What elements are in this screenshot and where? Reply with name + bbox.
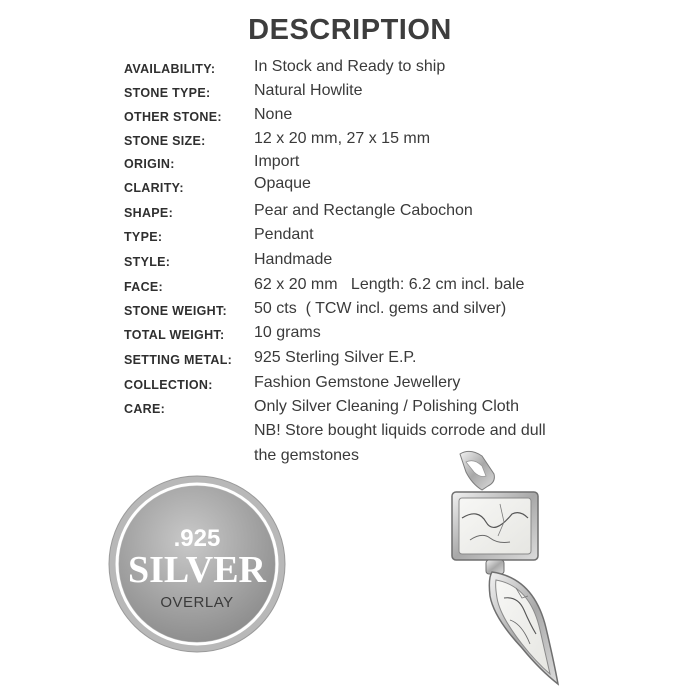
spec-row-type [0, 226, 700, 248]
spec-row-clarity [0, 177, 700, 199]
spec-value: 50 cts ( TCW incl. gems and silver) [254, 300, 507, 317]
page-title: DESCRIPTION [248, 14, 452, 46]
spec-row-origin [0, 153, 700, 175]
spec-value: 925 Sterling Silver E.P. [254, 349, 417, 366]
spec-value: Handmade [254, 251, 333, 268]
spec-row-stone-type [0, 82, 700, 104]
badge-purity: .925 [173, 525, 221, 552]
silver-overlay-badge [107, 474, 287, 654]
spec-row-collection [0, 374, 700, 396]
spec-label: TOTAL WEIGHT: [124, 328, 225, 342]
spec-row-availability [0, 58, 700, 80]
spec-label: ORIGIN: [124, 157, 175, 171]
spec-label: AVAILABILITY: [124, 62, 216, 76]
spec-label: CARE: [124, 402, 166, 416]
spec-value: Only Silver Cleaning / Polishing Cloth [254, 398, 520, 415]
spec-row-face [0, 276, 700, 298]
spec-value: Fashion Gemstone Jewellery [254, 374, 461, 391]
care-note-line-1: NB! Store bought liquids corrode and dull [254, 422, 546, 439]
pendant-bale [460, 451, 494, 490]
spec-value: Import [254, 153, 300, 170]
spec-row-stone-weight [0, 300, 700, 322]
spec-row-stone-size [0, 130, 700, 152]
spec-value: None [254, 106, 293, 123]
spec-label: STYLE: [124, 255, 171, 269]
spec-label: STONE SIZE: [124, 134, 206, 148]
spec-value: Pear and Rectangle Cabochon [254, 202, 473, 219]
spec-row-setting-metal [0, 349, 700, 371]
spec-row-care [0, 398, 700, 420]
spec-label: FACE: [124, 280, 163, 294]
spec-row-shape [0, 202, 700, 224]
spec-label: COLLECTION: [124, 378, 213, 392]
care-note-line-2: the gemstones [254, 447, 359, 464]
rectangle-stone-setting [452, 492, 538, 560]
spec-label: CLARITY: [124, 181, 184, 195]
spec-label: SHAPE: [124, 206, 174, 220]
spec-label: OTHER STONE: [124, 110, 222, 124]
spec-label: SETTING METAL: [124, 353, 233, 367]
spec-label: STONE WEIGHT: [124, 304, 227, 318]
badge-metal: SILVER [127, 549, 267, 591]
spec-label: TYPE: [124, 230, 163, 244]
spec-value: 62 x 20 mm Length: 6.2 cm incl. bale [254, 276, 525, 293]
spec-label: STONE TYPE: [124, 86, 211, 100]
spec-value: 12 x 20 mm, 27 x 15 mm [254, 130, 431, 147]
spec-row-other-stone [0, 106, 700, 128]
spec-value: 10 grams [254, 324, 321, 341]
pear-stone-setting [489, 572, 558, 684]
howlite-pendant-image [430, 448, 580, 688]
spec-value: Natural Howlite [254, 82, 363, 99]
spec-value: In Stock and Ready to ship [254, 58, 446, 75]
spec-row-style [0, 251, 700, 273]
badge-finish: OVERLAY [160, 594, 234, 611]
spec-value: Opaque [254, 175, 311, 192]
spec-value: Pendant [254, 226, 314, 243]
spec-row-total-weight [0, 324, 700, 346]
